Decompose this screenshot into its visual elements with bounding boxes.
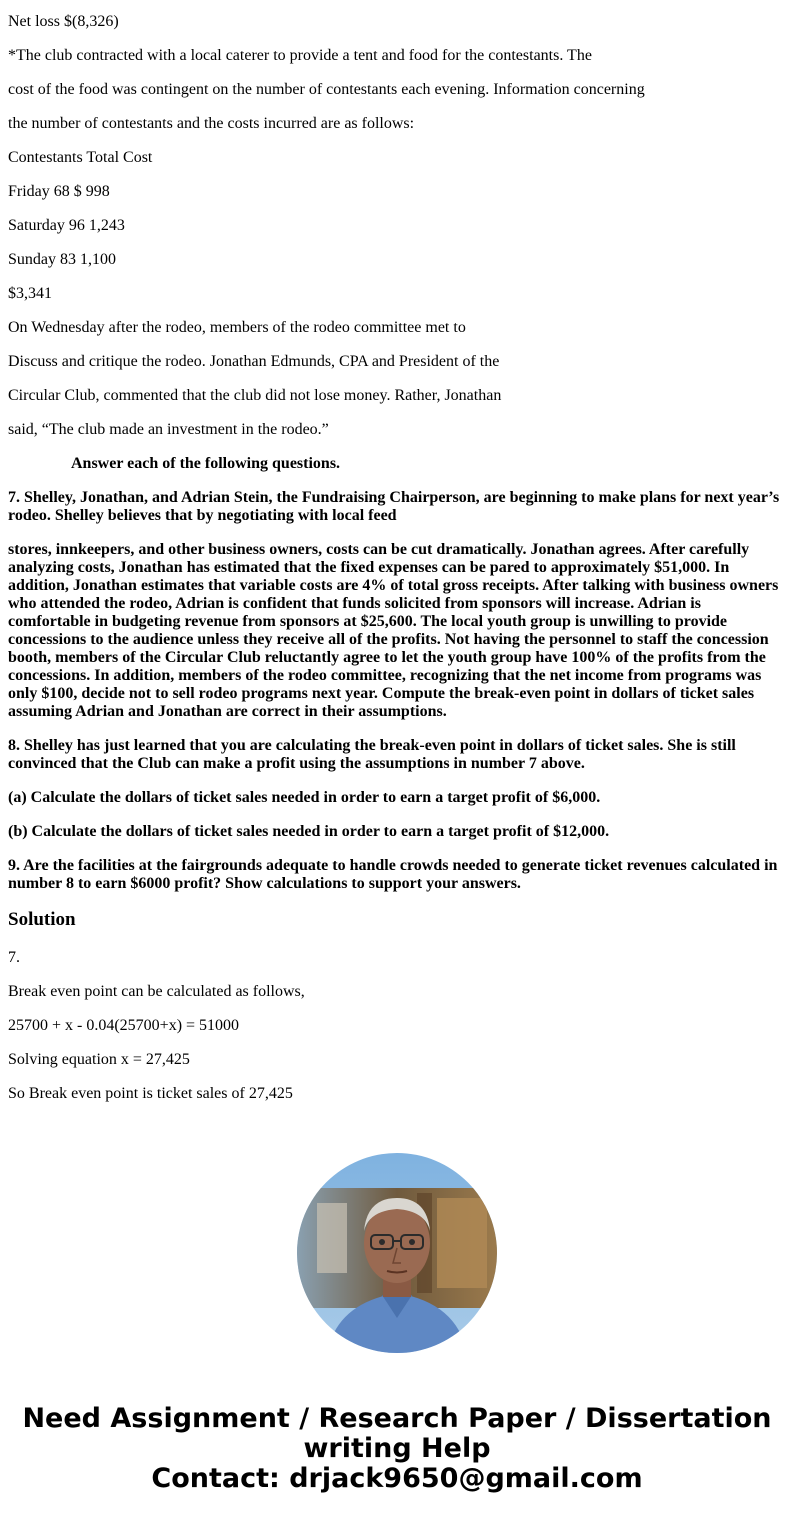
questions-heading: Answer each of the following questions. <box>71 455 341 472</box>
meeting-line-4: said, “The club made an investment in the rodeo.” <box>8 421 329 438</box>
solution-line-1: Break even point can be calculated as follows, <box>8 983 305 1000</box>
contact-banner <box>0 1404 794 1494</box>
caterer-line-1: *The club contracted with a local caterer to provide a tent and food for the contestants. The <box>8 47 592 64</box>
table-row-sunday: Sunday 83 1,100 <box>8 251 116 268</box>
table-row-saturday: Saturday 96 1,243 <box>8 217 125 234</box>
meeting-line-2: Discuss and critique the rodeo. Jonathan Edmunds, CPA and President of the <box>8 353 500 370</box>
question-7-part-1: 7. Shelley, Jonathan, and Adrian Stein, the Fundraising Chairperson, are beginning to make plans for next year’s rodeo. Shelley believes that by negotiating with local feed <box>8 489 780 524</box>
question-9: 9. Are the facilities at the fairgrounds adequate to handle crowds needed to generate ticket revenues calculated in number 8 to earn $6000 profit? Show calculations to support your answers. <box>8 857 778 892</box>
table-header: Contestants Total Cost <box>8 149 153 166</box>
solution-equation: 25700 + x - 0.04(25700+x) = 51000 <box>8 1017 240 1034</box>
question-8a: (a) Calculate the dollars of ticket sales needed in order to earn a target profit of $6,000. <box>8 789 601 806</box>
solution-number: 7. <box>8 949 20 966</box>
portrait-image <box>297 1153 497 1353</box>
net-loss-line: Net loss $(8,326) <box>8 13 119 30</box>
solution-solving: Solving equation x = 27,425 <box>8 1051 190 1068</box>
caterer-line-2: cost of the food was contingent on the number of contestants each evening. Information concerning <box>8 81 645 98</box>
author-photo <box>297 1153 497 1353</box>
solution-result: So Break even point is ticket sales of 27,425 <box>8 1085 293 1102</box>
question-8b: (b) Calculate the dollars of ticket sales needed in order to earn a target profit of $12,000. <box>8 823 610 840</box>
banner-contact-email[interactable]: Contact: drjack9650@gmail.com <box>151 1463 643 1494</box>
banner-line-1: Need Assignment / Research Paper / Dissertation <box>22 1403 772 1434</box>
caterer-line-3: the number of contestants and the costs incurred are as follows: <box>8 115 415 132</box>
banner-line-2: writing Help <box>303 1433 491 1464</box>
question-7-part-2: stores, innkeepers, and other business owners, costs can be cut dramatically. Jonathan agrees. After carefully analyzing costs, Jonathan has estimated that the fixed expenses can be pared to approximately $51,000. In addition, Jonathan estimates that variable costs are 4% of total gross receipts. After talking with business owners who attended the rodeo, Adrian is confident that funds solicited from sponsors will increase. Adrian is comfortable in budgeting revenue from sponsors at $25,600. The local youth group is unwilling to provide concessions to the audience unless they receive all of the profits. Not having the personnel to staff the concession booth, members of the Circular Club reluctantly agree to let the youth group have 100% of the profits from the concessions. In addition, members of the rodeo committee, recognizing that the net income from programs was only $100, decide not to sell rodeo programs next year. Compute the break-even point in dollars of ticket sales assuming Adrian and Jonathan are correct in their assumptions. <box>8 541 779 720</box>
question-8: 8. Shelley has just learned that you are calculating the break-even point in dollars of ticket sales. She is still convinced that the Club can make a profit using the assumptions in number 7 above. <box>8 737 736 772</box>
table-row-friday: Friday 68 $ 998 <box>8 183 110 200</box>
solution-heading: Solution <box>8 909 76 930</box>
document-body <box>8 0 786 1119</box>
table-total: $3,341 <box>8 285 52 302</box>
meeting-line-1: On Wednesday after the rodeo, members of the rodeo committee met to <box>8 319 466 336</box>
meeting-line-3: Circular Club, commented that the club did not lose money. Rather, Jonathan <box>8 387 502 404</box>
